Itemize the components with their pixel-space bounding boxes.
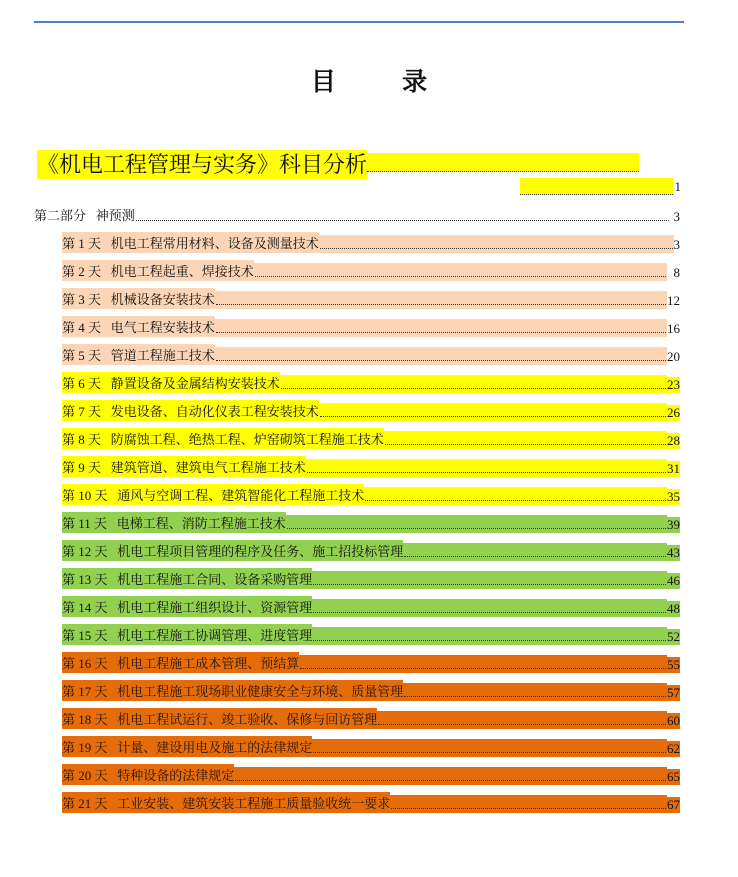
toc-entry-label: 第 15 天 机电工程施工协调管理、进度管理 <box>62 624 312 645</box>
toc-dot-leader <box>313 584 666 585</box>
toc-dot-leader <box>385 444 666 445</box>
toc-entry-highlight <box>306 459 667 477</box>
toc-dot-leader <box>365 500 666 501</box>
toc-entry[interactable] <box>62 375 680 393</box>
toc-entry-highlight <box>312 571 667 589</box>
toc-dot-leader <box>216 304 666 305</box>
toc-entry[interactable] <box>62 655 680 673</box>
toc-entry[interactable] <box>62 515 680 533</box>
page-title: 目 录 <box>310 69 458 96</box>
toc-entry-highlight <box>312 599 667 617</box>
toc-entry[interactable] <box>62 571 680 589</box>
toc-entry-page: 65 <box>667 769 680 784</box>
toc-entry-page: 67 <box>667 797 680 812</box>
toc-entry-highlight <box>319 235 674 253</box>
toc-entry-highlight <box>234 767 667 785</box>
toc-entry-label: 第 1 天 机电工程常用材料、设备及测量技术 <box>62 232 319 253</box>
toc-entry-page: 26 <box>667 405 680 420</box>
toc-entry-page: 48 <box>667 601 680 616</box>
toc-entry-highlight <box>403 543 667 561</box>
toc-entry-page: 16 <box>667 321 680 336</box>
header-rule <box>34 21 684 23</box>
toc-dot-leader <box>300 668 666 669</box>
toc-entry[interactable] <box>62 739 680 757</box>
toc-entry[interactable] <box>62 235 680 253</box>
toc-entry-label: 第 21 天 工业安装、建筑安装工程施工质量验收统一要求 <box>62 792 390 813</box>
toc-entry[interactable] <box>62 543 680 561</box>
toc-entry-highlight <box>254 263 667 281</box>
toc-entry-label: 第 12 天 机电工程项目管理的程序及任务、施工招投标管理 <box>62 540 403 561</box>
toc-entry-page: 62 <box>667 741 680 756</box>
toc-entry-label: 第 10 天 通风与空调工程、建筑智能化工程施工技术 <box>62 484 364 505</box>
toc-entry-label: 第 14 天 机电工程施工组织设计、资源管理 <box>62 596 312 617</box>
toc-dot-leader <box>378 724 666 725</box>
toc-entry-highlight <box>364 487 667 505</box>
toc-entry-page: 12 <box>667 293 680 308</box>
toc-entry-page: 23 <box>667 377 680 392</box>
toc-entry-highlight <box>215 319 667 337</box>
toc-part-page: 3 <box>673 209 680 224</box>
toc-entry[interactable] <box>62 683 680 701</box>
toc-entry-label: 第 13 天 机电工程施工合同、设备采购管理 <box>62 568 312 589</box>
toc-entry-highlight <box>215 291 667 309</box>
toc-dot-leader <box>255 276 666 277</box>
toc-entry-page: 28 <box>667 433 680 448</box>
toc-dot-leader <box>281 388 666 389</box>
toc-entry-label: 第 5 天 管道工程施工技术 <box>62 344 215 365</box>
toc-entry[interactable] <box>62 319 680 337</box>
toc-dot-leader <box>287 528 666 529</box>
toc-entry-label: 第 2 天 机电工程起重、焊接技术 <box>62 260 254 281</box>
toc-heading-page: 1 <box>674 179 681 194</box>
toc-entry[interactable] <box>62 459 680 477</box>
toc-part-entry[interactable] <box>34 207 680 225</box>
toc-dot-leader <box>313 612 666 613</box>
toc-dot-leader <box>136 220 669 221</box>
toc-entry-highlight <box>403 683 667 701</box>
toc-entry[interactable] <box>62 627 680 645</box>
toc-entry[interactable] <box>62 263 680 281</box>
toc-dot-leader <box>404 696 666 697</box>
toc-part-label: 第二部分 神预测 <box>34 208 135 223</box>
toc-dot-leader <box>235 780 666 781</box>
toc-dot-leader <box>216 332 666 333</box>
toc-entry-page: 35 <box>667 489 680 504</box>
toc-entry-page: 60 <box>667 713 680 728</box>
toc-entry[interactable] <box>62 711 680 729</box>
toc-entry-label: 第 18 天 机电工程试运行、竣工验收、保修与回访管理 <box>62 708 377 729</box>
toc-entry-highlight <box>377 711 667 729</box>
toc-entry-page: 52 <box>667 629 680 644</box>
toc-dot-leader <box>391 808 666 809</box>
toc-entry[interactable] <box>62 431 680 449</box>
toc-entry-label: 第 16 天 机电工程施工成本管理、预结算 <box>62 652 299 673</box>
toc-entry-page: 31 <box>667 461 680 476</box>
toc-entry-page: 8 <box>673 265 680 280</box>
toc-dot-leader <box>307 472 666 473</box>
toc-entry[interactable] <box>62 599 680 617</box>
toc-entry-highlight <box>319 403 667 421</box>
toc-entry-highlight <box>299 655 667 673</box>
toc-entry[interactable] <box>62 767 680 785</box>
toc-entry[interactable] <box>62 403 680 421</box>
toc-entry-label: 第 3 天 机械设备安装技术 <box>62 288 215 309</box>
toc-entry-page: 57 <box>667 685 680 700</box>
toc-entry-label: 第 4 天 电气工程安装技术 <box>62 316 215 337</box>
toc-heading-entry[interactable] <box>37 148 681 194</box>
toc-entry-page: 55 <box>667 657 680 672</box>
toc-entry[interactable] <box>62 487 680 505</box>
toc-entry-label: 第 8 天 防腐蚀工程、绝热工程、炉窑砌筑工程施工技术 <box>62 428 384 449</box>
toc-entry-label: 第 6 天 静置设备及金属结构安装技术 <box>62 372 280 393</box>
toc-dot-leader <box>367 153 639 172</box>
toc-entry-highlight <box>312 739 667 757</box>
toc-entry[interactable] <box>62 347 680 365</box>
toc-entry-highlight <box>286 515 667 533</box>
toc-entry-label: 第 20 天 特种设备的法律规定 <box>62 764 234 785</box>
toc-dot-leader <box>216 360 666 361</box>
toc-entry-label: 第 17 天 机电工程施工现场职业健康安全与环境、质量管理 <box>62 680 403 701</box>
toc-entry-label: 第 7 天 发电设备、自动化仪表工程安装技术 <box>62 400 319 421</box>
toc-entry-page: 20 <box>667 349 680 364</box>
toc-entry-page: 3 <box>673 237 680 252</box>
toc-entry-highlight <box>312 627 667 645</box>
toc-dot-leader <box>404 556 666 557</box>
toc-entry-highlight <box>390 795 667 813</box>
toc-entry-highlight <box>280 375 667 393</box>
toc-dot-leader <box>313 640 666 641</box>
toc-entry-highlight <box>384 431 667 449</box>
toc-entry-label: 第 9 天 建筑管道、建筑电气工程施工技术 <box>62 456 306 477</box>
toc-entry-label: 第 11 天 电梯工程、消防工程施工技术 <box>62 512 286 533</box>
toc-entry-label: 第 19 天 计量、建设用电及施工的法律规定 <box>62 736 312 757</box>
toc-entry[interactable] <box>62 795 680 813</box>
toc-dot-leader <box>320 248 673 249</box>
toc-dot-leader <box>320 416 666 417</box>
toc-dot-leader <box>313 752 666 753</box>
toc-entry-page: 46 <box>667 573 680 588</box>
toc-entry[interactable] <box>62 291 680 309</box>
toc-entry-page: 39 <box>667 517 680 532</box>
toc-entry-page: 43 <box>667 545 680 560</box>
toc-dot-leader <box>520 178 673 195</box>
toc-entry-highlight <box>215 347 667 365</box>
toc-heading-label: 《机电工程管理与实务》科目分析 <box>37 152 368 177</box>
